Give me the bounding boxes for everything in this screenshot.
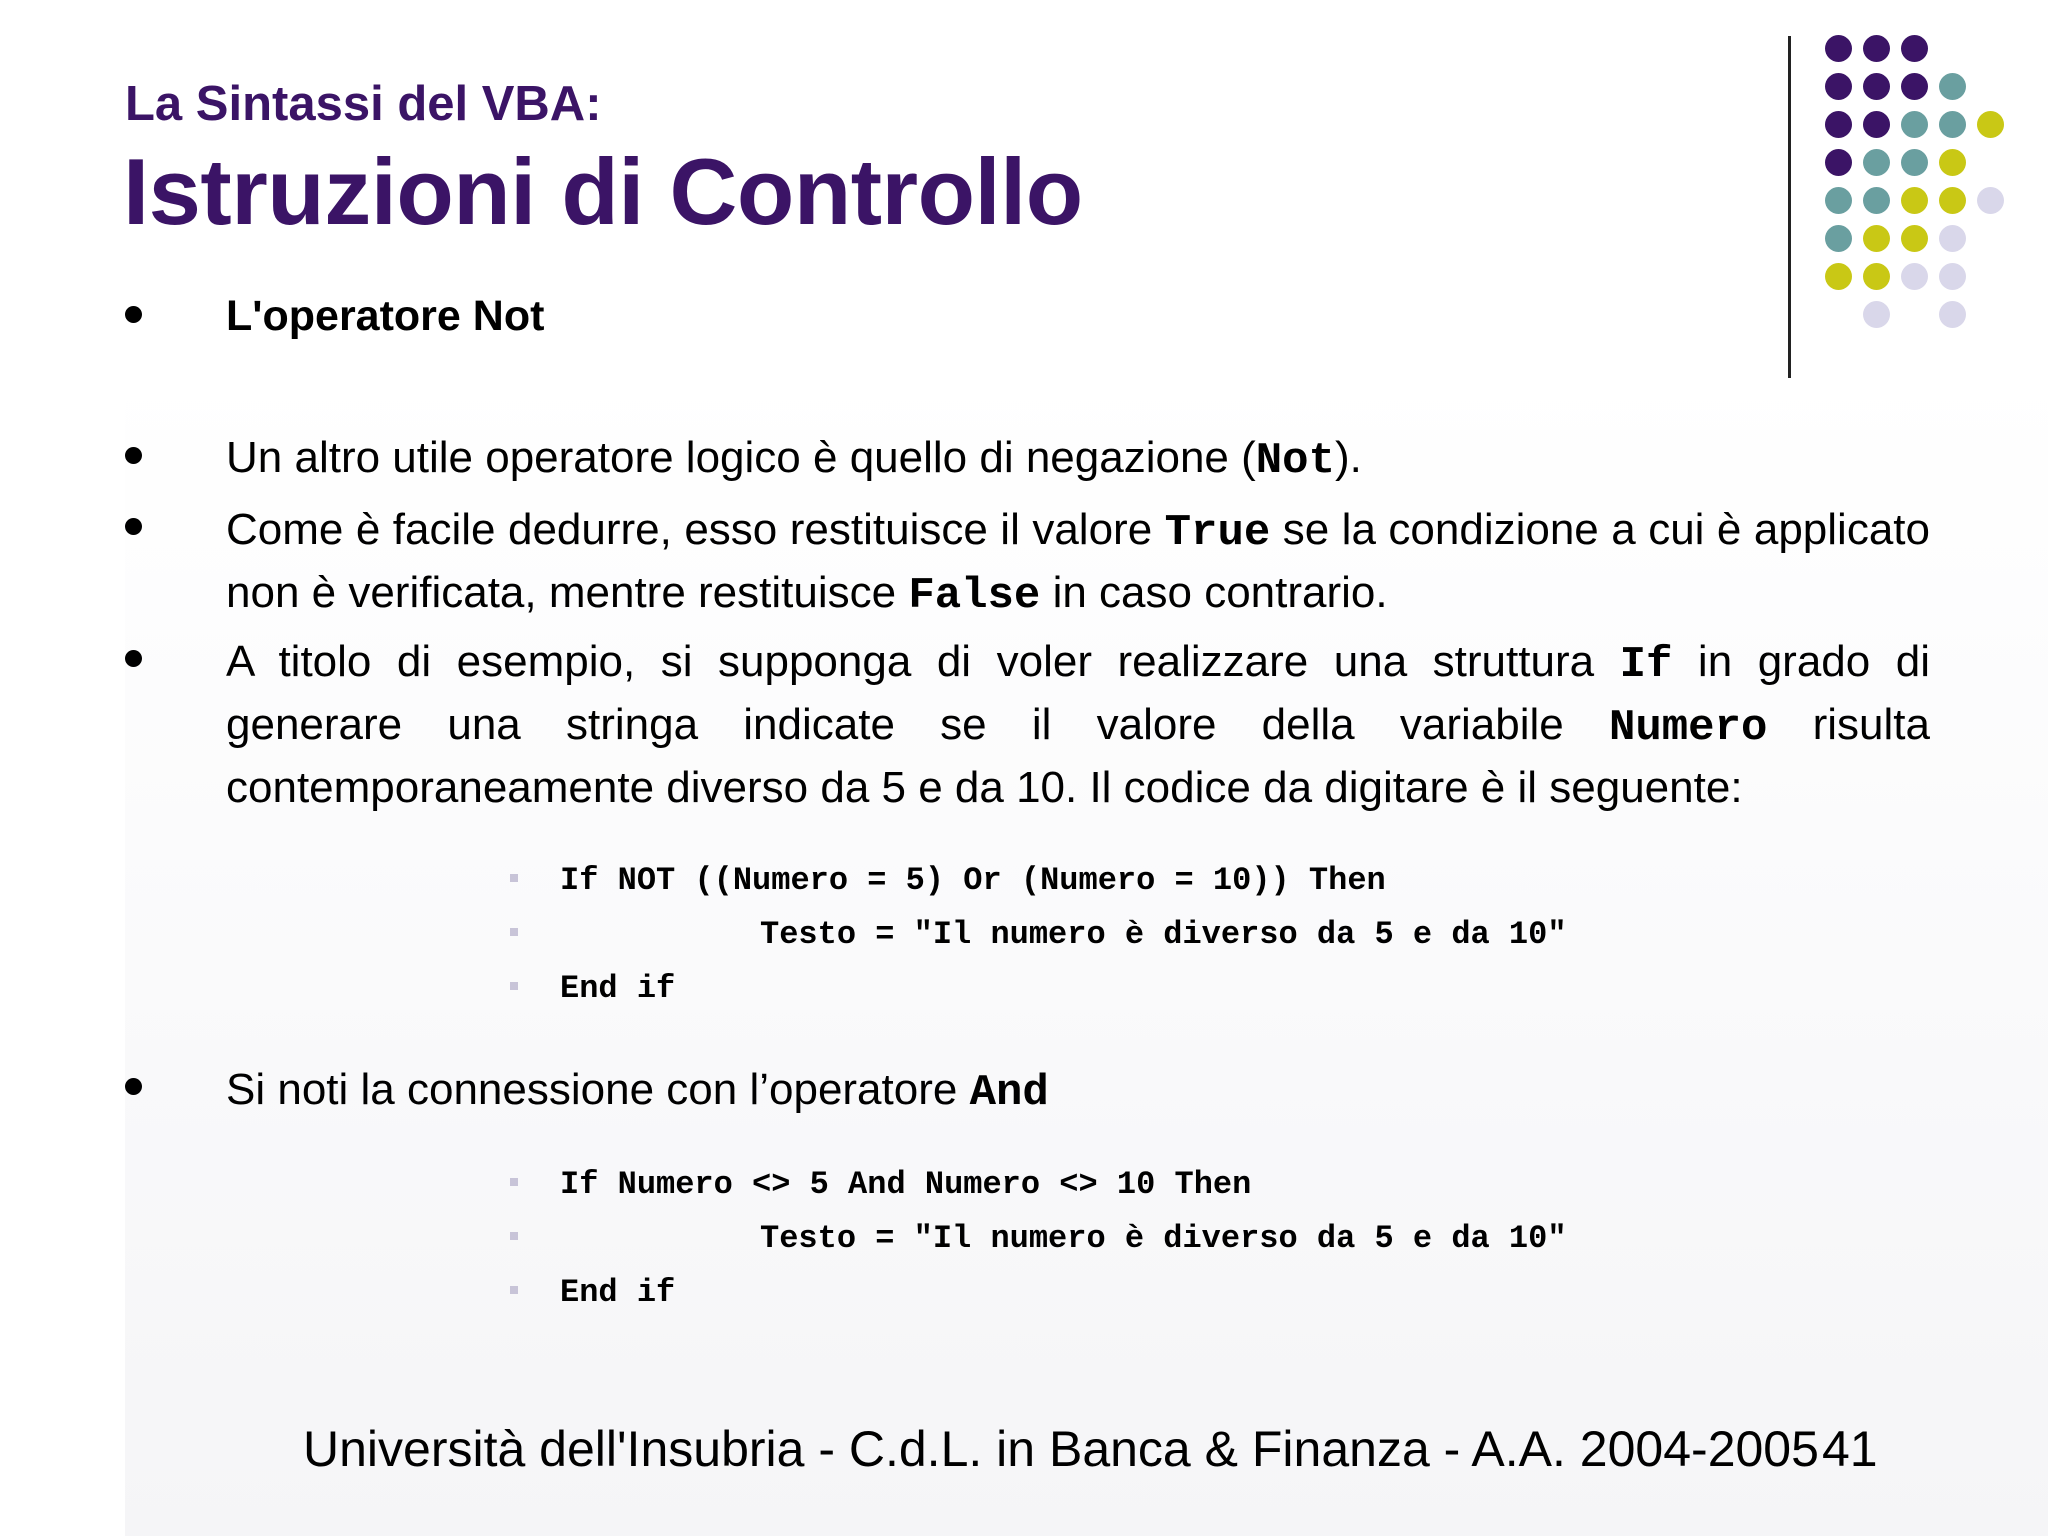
- section-heading: L'operatore Not: [226, 292, 545, 340]
- decorative-dot: [1901, 111, 1928, 138]
- decorative-dot: [1939, 73, 1966, 100]
- code-line-marker: [510, 1286, 518, 1294]
- decorative-dot: [1901, 225, 1928, 252]
- bullet-marker: [125, 306, 142, 323]
- inline-code: And: [969, 1068, 1049, 1118]
- decorative-dot: [1977, 111, 2004, 138]
- inline-code: Not: [1255, 436, 1335, 486]
- inline-code: False: [908, 571, 1041, 621]
- decorative-dot: [1863, 73, 1890, 100]
- decorative-dot: [1863, 225, 1890, 252]
- decorative-dot: [1901, 73, 1928, 100]
- paragraph-example: A titolo di esempio, si supponga di voler realizzare una struttura If in grado di generare una stringa indicate se il valore della variabile Numero risulta contemporaneamente diverso da 5 e da 10. Il codice da digitare è il seguente:: [226, 637, 1930, 812]
- code-line: End if: [560, 1274, 676, 1311]
- decorative-dot: [1901, 187, 1928, 214]
- code-line-marker: [510, 874, 518, 882]
- slide-subtitle: La Sintassi del VBA:: [125, 77, 602, 131]
- bullet-marker: [125, 518, 142, 535]
- bullet-marker: [125, 1078, 142, 1095]
- inline-code: If: [1619, 640, 1673, 690]
- paragraph-true-false: Come è facile dedurre, esso restituisce il valore True se la condizione a cui è applicato non è verificata, mentre restituisce False in caso contrario.: [226, 505, 1930, 621]
- inline-code: Numero: [1608, 703, 1768, 753]
- decorative-dot: [1825, 111, 1852, 138]
- paragraph-not-operator: Un altro utile operatore logico è quello di negazione (Not).: [226, 433, 1362, 486]
- decorative-dot: [1825, 73, 1852, 100]
- decorative-dot: [1901, 35, 1928, 62]
- decorative-dot: [1939, 111, 1966, 138]
- decorative-dot: [1863, 149, 1890, 176]
- code-line-marker: [510, 982, 518, 990]
- decorative-dot: [1939, 225, 1966, 252]
- decorative-dot: [1939, 263, 1966, 290]
- slide-footer: Università dell'Insubria - C.d.L. in Banca & Finanza - A.A. 2004-2005: [303, 1421, 1819, 1477]
- code-line: If NOT ((Numero = 5) Or (Numero = 10)) Then: [560, 862, 1386, 899]
- decorative-dot: [1825, 187, 1852, 214]
- code-line-marker: [510, 1232, 518, 1240]
- decorative-dot: [1901, 149, 1928, 176]
- code-line: Testo = "Il numero è diverso da 5 e da 10": [760, 1220, 1567, 1257]
- inline-code: True: [1164, 508, 1271, 558]
- page-number: 41: [1822, 1421, 1878, 1477]
- decorative-dot: [1863, 35, 1890, 62]
- bullet-marker: [125, 447, 142, 464]
- decorative-dot: [1863, 111, 1890, 138]
- decorative-dot: [1825, 149, 1852, 176]
- decorative-dot: [1825, 225, 1852, 252]
- code-line: Testo = "Il numero è diverso da 5 e da 10": [760, 916, 1567, 953]
- code-line-marker: [510, 1178, 518, 1186]
- paragraph-and-operator: Si noti la connessione con l’operatore And: [226, 1065, 1049, 1118]
- decorative-dot: [1863, 187, 1890, 214]
- code-line: If Numero <> 5 And Numero <> 10 Then: [560, 1166, 1252, 1203]
- code-line: End if: [560, 970, 676, 1007]
- bullet-marker: [125, 650, 142, 667]
- decorative-dot: [1939, 149, 1966, 176]
- decorative-dot: [1977, 187, 2004, 214]
- decorative-dot: [1939, 301, 1966, 328]
- decorative-dot: [1939, 187, 1966, 214]
- code-line-marker: [510, 928, 518, 936]
- decorative-dot: [1825, 35, 1852, 62]
- slide-title: Istruzioni di Controllo: [123, 139, 1083, 244]
